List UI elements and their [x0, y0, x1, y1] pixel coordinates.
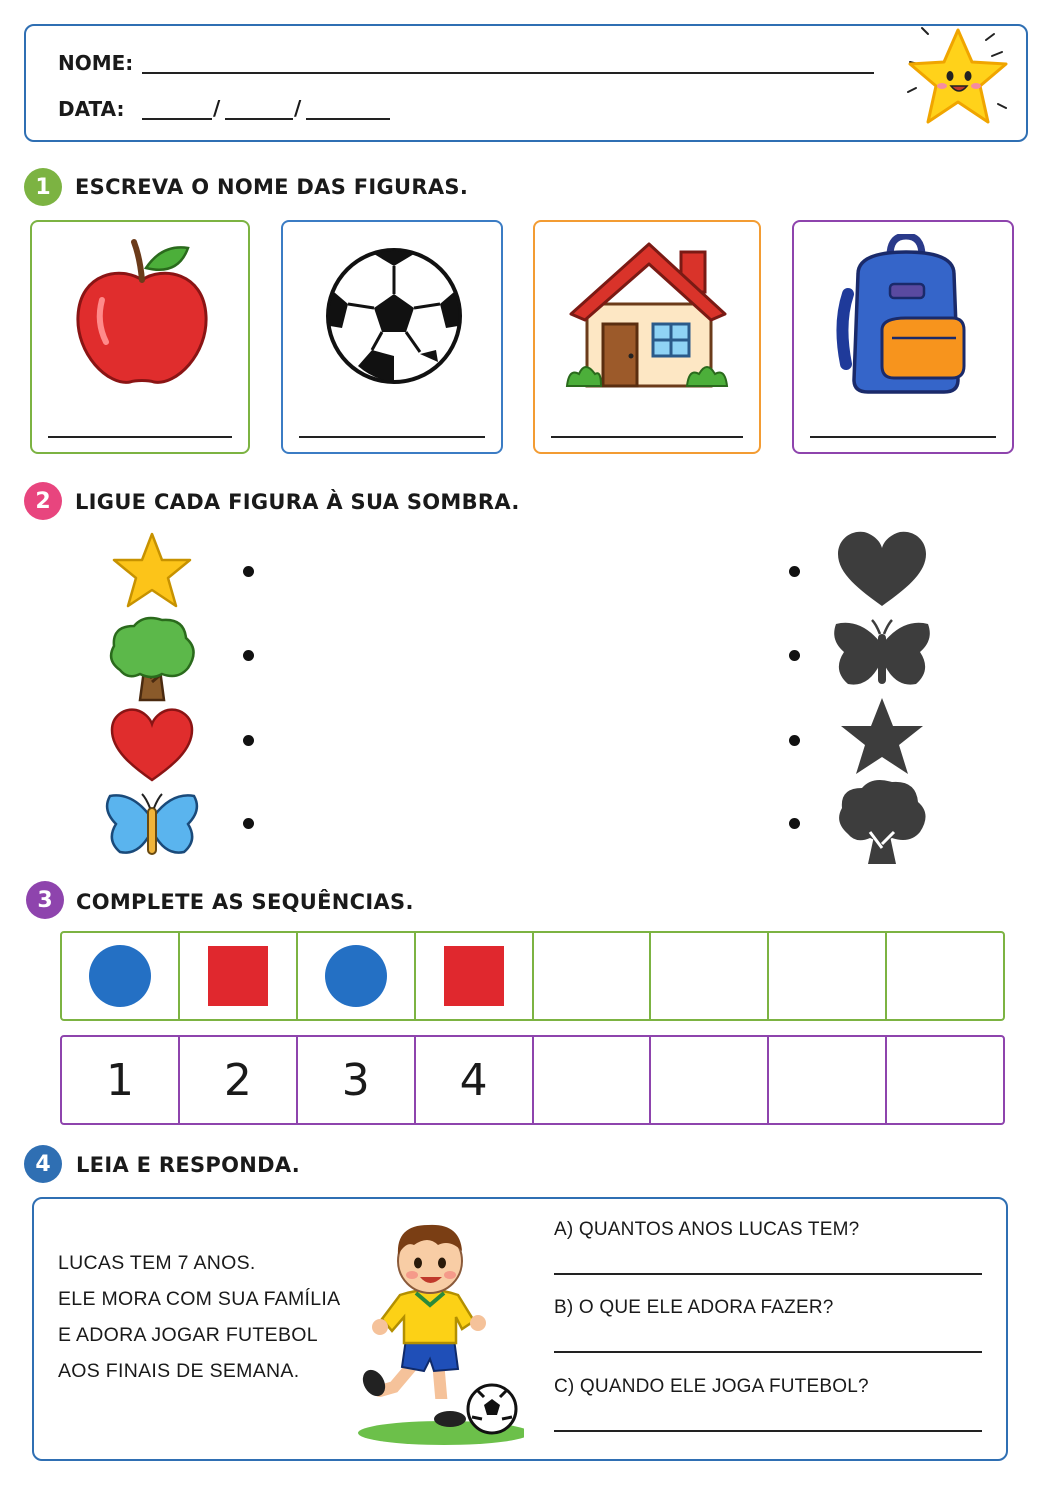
boy-playing-soccer-icon	[354, 1211, 524, 1449]
number-sequence-row	[60, 1035, 1005, 1125]
red-square-shape	[208, 946, 268, 1006]
reading-box	[32, 1197, 1008, 1461]
number-cell: 3	[296, 1037, 414, 1123]
date-separator: /	[294, 96, 302, 120]
tree-shadow-icon[interactable]	[834, 778, 930, 866]
number-cell: 4	[414, 1037, 532, 1123]
question-b: B) O QUE ELE ADORA FAZER?	[554, 1297, 834, 1318]
sequence-cell	[414, 933, 532, 1019]
answer-line[interactable]	[551, 436, 743, 438]
right-dot[interactable]	[789, 566, 800, 577]
sequence-blank-cell[interactable]	[885, 933, 1003, 1019]
date-day-field[interactable]	[142, 118, 212, 120]
butterfly-shadow-icon[interactable]	[830, 618, 934, 690]
answer-line[interactable]	[299, 436, 485, 438]
story-line: ELE MORA COM SUA FAMÍLIA	[58, 1288, 341, 1310]
section-1-number: 1	[24, 168, 62, 206]
question-c: C) QUANDO ELE JOGA FUTEBOL?	[554, 1376, 869, 1397]
sequence-cell	[296, 933, 414, 1019]
number-blank-cell[interactable]	[649, 1037, 767, 1123]
right-dot[interactable]	[789, 650, 800, 661]
answer-line[interactable]	[48, 436, 232, 438]
right-dot[interactable]	[789, 818, 800, 829]
sequence-blank-cell[interactable]	[767, 933, 885, 1019]
answer-line-a[interactable]	[554, 1273, 982, 1275]
heart-icon[interactable]	[108, 706, 196, 784]
date-month-field[interactable]	[225, 118, 293, 120]
red-square-shape	[444, 946, 504, 1006]
date-label: DATA:	[58, 97, 125, 121]
right-dot[interactable]	[789, 735, 800, 746]
picture-card-ball	[281, 220, 503, 454]
apple-icon	[72, 238, 212, 388]
answer-line[interactable]	[810, 436, 996, 438]
backpack-icon	[834, 234, 976, 396]
left-dot[interactable]	[243, 650, 254, 661]
header-box	[24, 24, 1028, 142]
story-line: AOS FINAIS DE SEMANA.	[58, 1360, 300, 1382]
star-icon[interactable]	[110, 530, 194, 610]
number-cell: 1	[105, 1054, 134, 1106]
name-field[interactable]	[142, 72, 874, 74]
star-mascot-icon	[888, 26, 1018, 138]
number-blank-cell[interactable]	[767, 1037, 885, 1123]
shape-sequence-row	[60, 931, 1005, 1021]
section-4-number: 4	[24, 1145, 62, 1183]
left-dot[interactable]	[243, 566, 254, 577]
section-4-title: LEIA E RESPONDA.	[76, 1153, 301, 1177]
story-line: LUCAS TEM 7 ANOS.	[58, 1252, 256, 1274]
sequence-cell	[178, 933, 296, 1019]
question-a: A) QUANTOS ANOS LUCAS TEM?	[554, 1219, 860, 1240]
picture-card-backpack	[792, 220, 1014, 454]
section-3-number: 3	[26, 881, 64, 919]
sequence-blank-cell[interactable]	[649, 933, 767, 1019]
date-year-field[interactable]	[306, 118, 390, 120]
sequence-cell	[62, 933, 178, 1019]
sequence-blank-cell[interactable]	[532, 933, 650, 1019]
picture-card-house	[533, 220, 761, 454]
section-3-title: COMPLETE AS SEQUÊNCIAS.	[76, 890, 414, 914]
answer-line-c[interactable]	[554, 1430, 982, 1432]
soccer-ball-icon	[324, 246, 464, 386]
answer-line-b[interactable]	[554, 1351, 982, 1353]
heart-shadow-icon[interactable]	[836, 530, 928, 608]
number-blank-cell[interactable]	[532, 1037, 650, 1123]
section-2-title: LIGUE CADA FIGURA À SUA SOMBRA.	[75, 490, 520, 514]
left-dot[interactable]	[243, 735, 254, 746]
house-icon	[565, 238, 731, 390]
blue-circle-shape	[89, 945, 151, 1007]
star-shadow-icon[interactable]	[838, 696, 926, 776]
blue-circle-shape	[325, 945, 387, 1007]
date-separator: /	[213, 96, 221, 120]
name-label: NOME:	[58, 51, 134, 75]
section-1-title: ESCREVA O NOME DAS FIGURAS.	[75, 175, 469, 199]
story-text	[58, 1245, 340, 1389]
tree-icon[interactable]	[104, 614, 200, 704]
number-cell: 2	[178, 1037, 296, 1123]
picture-card-apple	[30, 220, 250, 454]
number-blank-cell[interactable]	[885, 1037, 1003, 1123]
butterfly-icon[interactable]	[102, 790, 202, 860]
left-dot[interactable]	[243, 818, 254, 829]
section-2-number: 2	[24, 482, 62, 520]
story-line: E ADORA JOGAR FUTEBOL	[58, 1324, 318, 1346]
